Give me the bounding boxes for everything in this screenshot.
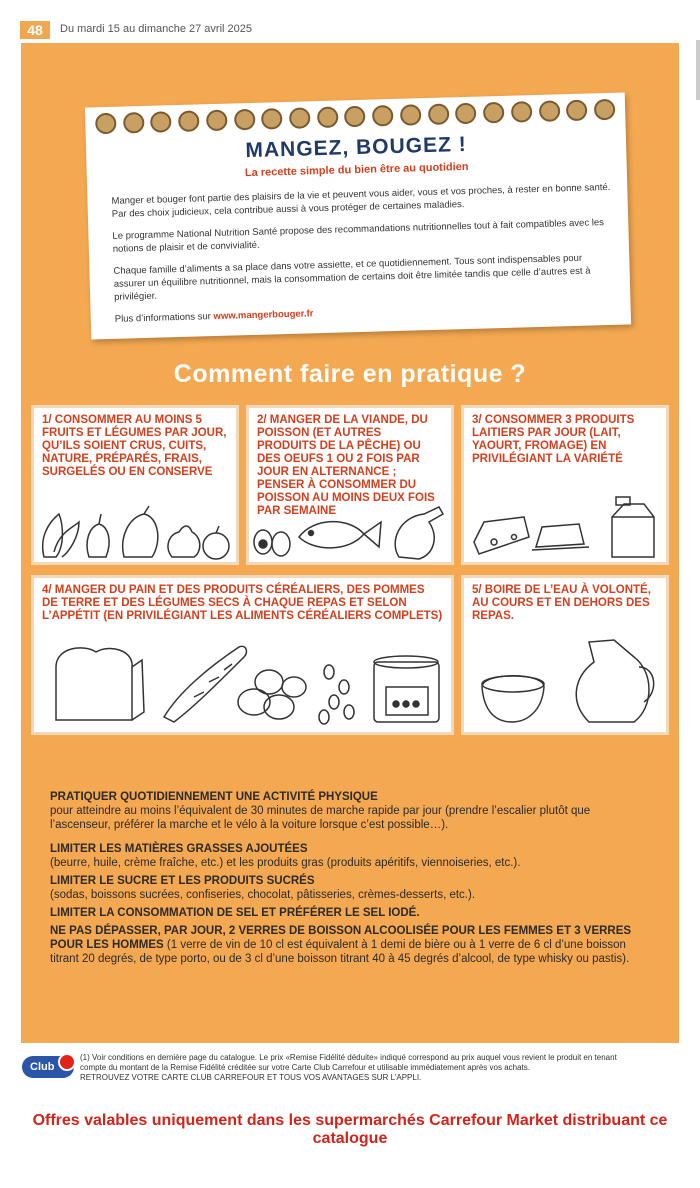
card-paragraph: Le programme National Nutrition Santé propose des recommandations nutritionnelles tout à fait compatibles avec les notions de plaisir et de convivialité. xyxy=(112,217,605,255)
ring-hole-icon xyxy=(206,110,228,132)
bread-cereals-icon xyxy=(34,632,451,732)
tip-box-fruits xyxy=(31,405,239,565)
tip-text: 3/ CONSOMMER 3 PRODUITS LAITIERS PAR JOUR (LAIT, YAOURT, FROMAGE) EN PRIVILÉGIANT LA VARIÉTÉ xyxy=(472,414,635,465)
advice-title: PRATIQUER QUOTIDIENNEMENT UNE ACTIVITÉ PHYSIQUE xyxy=(50,791,378,803)
advice-item xyxy=(50,906,650,920)
card-title: MANGEZ, BOUGEZ ! xyxy=(245,132,468,163)
ring-hole-icon xyxy=(150,111,172,133)
notebook-card xyxy=(85,93,631,340)
advice-section xyxy=(50,790,650,976)
card-paragraph: Chaque famille d’aliments a sa place dans votre assiette, et ce quotidiennement. Tous sont indispensables pour assurer un équilibre nutritionnel, mais la consommation de certains doit être limitée tandis que celle d’autres est à privilégier. xyxy=(113,252,591,303)
advice-text: (sodas, boissons sucrées, confiseries, chocolat, pâtisseries, crèmes-desserts, etc.). xyxy=(50,889,476,901)
advice-title: LIMITER LA CONSOMMATION DE SEL ET PRÉFÉRER LE SEL IODÉ. xyxy=(50,907,420,919)
tip-box-water xyxy=(461,575,669,735)
footnote xyxy=(80,1053,640,1083)
water-jug-icon xyxy=(464,622,666,732)
tip-box-dairy xyxy=(461,405,669,565)
ring-hole-icon xyxy=(483,102,505,124)
advice-item xyxy=(50,790,650,832)
advice-item xyxy=(50,874,650,902)
more-info xyxy=(115,299,615,326)
practice-heading: Comment faire en pratique ? xyxy=(173,360,527,388)
ring-hole-icon xyxy=(566,100,588,122)
ring-hole-icon xyxy=(455,103,477,125)
advice-title: LIMITER LE SUCRE ET LES PRODUITS SUCRÉS xyxy=(50,875,315,887)
offer-dates: Du mardi 15 au dimanche 27 avril 2025 xyxy=(60,23,253,35)
ring-hole-icon xyxy=(261,108,283,130)
ring-hole-icon xyxy=(372,105,394,127)
club-carrefour-logo xyxy=(22,1056,74,1078)
carrefour-logo-icon xyxy=(58,1053,76,1071)
ring-hole-icon xyxy=(234,109,256,131)
ring-hole-icon xyxy=(400,104,422,126)
card-paragraph: Manger et bouger font partie des plaisirs de la vie et peuvent vous aider, vous et vos proches, à rester en bonne santé. Par des choix judicieux, cela contribue aussi à vous protéger de certaines maladies. xyxy=(111,181,611,220)
tip-text: 1/ CONSOMMER AU MOINS 5 FRUITS ET LÉGUMES PAR JOUR, QU’ILS SOIENT CRUS, CUITS, NATURE, PRÉPARÉS, FRAIS, SURGELÉS OU EN CONSERVE xyxy=(42,414,227,478)
advice-item xyxy=(50,842,650,870)
advice-text: pour atteindre au moins l’équivalent de 30 minutes de marche rapide par jour (prendre l’escalier plutôt que l’ascenseur, préférer la marche et le vélo à la voiture lorsque c’est possible…). xyxy=(50,805,591,831)
card-subtitle: La recette simple du bien être au quotidien xyxy=(244,160,469,180)
card-body xyxy=(111,181,615,335)
ring-holes xyxy=(95,99,615,136)
advice-text: (beurre, huile, crème fraîche, etc.) et les produits gras (produits apéritifs, viennoiseries, etc.). xyxy=(50,857,521,869)
ring-hole-icon xyxy=(594,99,616,121)
offers-notice: Offres valables uniquement dans les supermarchés Carrefour Market distribuant ce catalogue xyxy=(32,1112,668,1147)
ring-hole-icon xyxy=(344,106,366,128)
tip-text: 2/ MANGER DE LA VIANDE, DU POISSON (ET AUTRES PRODUITS DE LA PÊCHE) OU DES OEUFS 1 OU 2 FOIS PAR JOUR EN ALTERNANCE ; PENSER À CONSOMMER DU POISSON AU MOINS DEUX FOIS PAR SEMAINE xyxy=(257,414,435,517)
page-header xyxy=(0,0,700,40)
advice-title: LIMITER LES MATIÈRES GRASSES AJOUTÉES xyxy=(50,843,308,855)
footnote-text: (1) Voir conditions en dernière page du catalogue. Le prix «Remise Fidélité déduite» indiqué correspond au prix auquel vous revient le produit en tenant compte du montant de la Remise Fidélité créditée sur votre Carte Club Carrefour et utilisable immédiatement après vos achats. xyxy=(80,1053,617,1072)
mangerbouger-link[interactable]: www.mangerbouger.fr xyxy=(213,308,314,323)
ring-hole-icon xyxy=(289,107,311,129)
footnote-app: RETROUVEZ VOTRE CARTE CLUB CARREFOUR ET TOUS VOS AVANTAGES SUR L’APPLI. xyxy=(80,1073,422,1082)
fish-egg-ham-icon xyxy=(249,502,451,562)
club-label: Club xyxy=(30,1061,55,1073)
tip-box-cereals xyxy=(31,575,454,735)
ring-hole-icon xyxy=(511,101,533,123)
ring-hole-icon xyxy=(95,113,117,135)
ring-hole-icon xyxy=(428,103,450,125)
advice-item xyxy=(50,924,650,966)
ring-hole-icon xyxy=(538,100,560,122)
tip-text: 4/ MANGER DU PAIN ET DES PRODUITS CÉRÉALIERS, DES POMMES DE TERRE ET DES LÉGUMES SECS À CHAQUE REPAS ET SELON L’APPÉTIT (EN PRIVILÉGIANT LES ALIMENTS CÉRÉALIERS COMPLETS) xyxy=(42,584,443,622)
ring-hole-icon xyxy=(123,112,145,134)
page-number: 48 xyxy=(20,21,50,39)
advice-title: NE PAS DÉPASSER, PAR JOUR, 2 VERRES DE BOISSON ALCOOLISÉE POUR LES FEMMES ET 3 VERRES POUR LES HOMMES xyxy=(50,925,632,951)
page-edge xyxy=(696,40,700,100)
ring-hole-icon xyxy=(317,107,339,129)
ring-hole-icon xyxy=(178,110,200,132)
advice-text: (1 verre de vin de 10 cl est équivalent à 1 demi de bière ou à 1 verre de 6 cl d’une boisson titrant 20 degrés, de type porto, ou de 3 cl d’une boisson titrant 40 à 45 degrés d’alcool, de type whisky ou pastis). xyxy=(50,939,630,965)
dairy-products-icon xyxy=(464,482,666,562)
tip-text: 5/ BOIRE DE L’EAU À VOLONTÉ, AU COURS ET EN DEHORS DES REPAS. xyxy=(472,584,651,622)
more-info-label: Plus d’informations sur xyxy=(114,311,214,325)
tip-box-protein xyxy=(246,405,454,565)
fruits-vegetables-icon xyxy=(34,502,236,562)
